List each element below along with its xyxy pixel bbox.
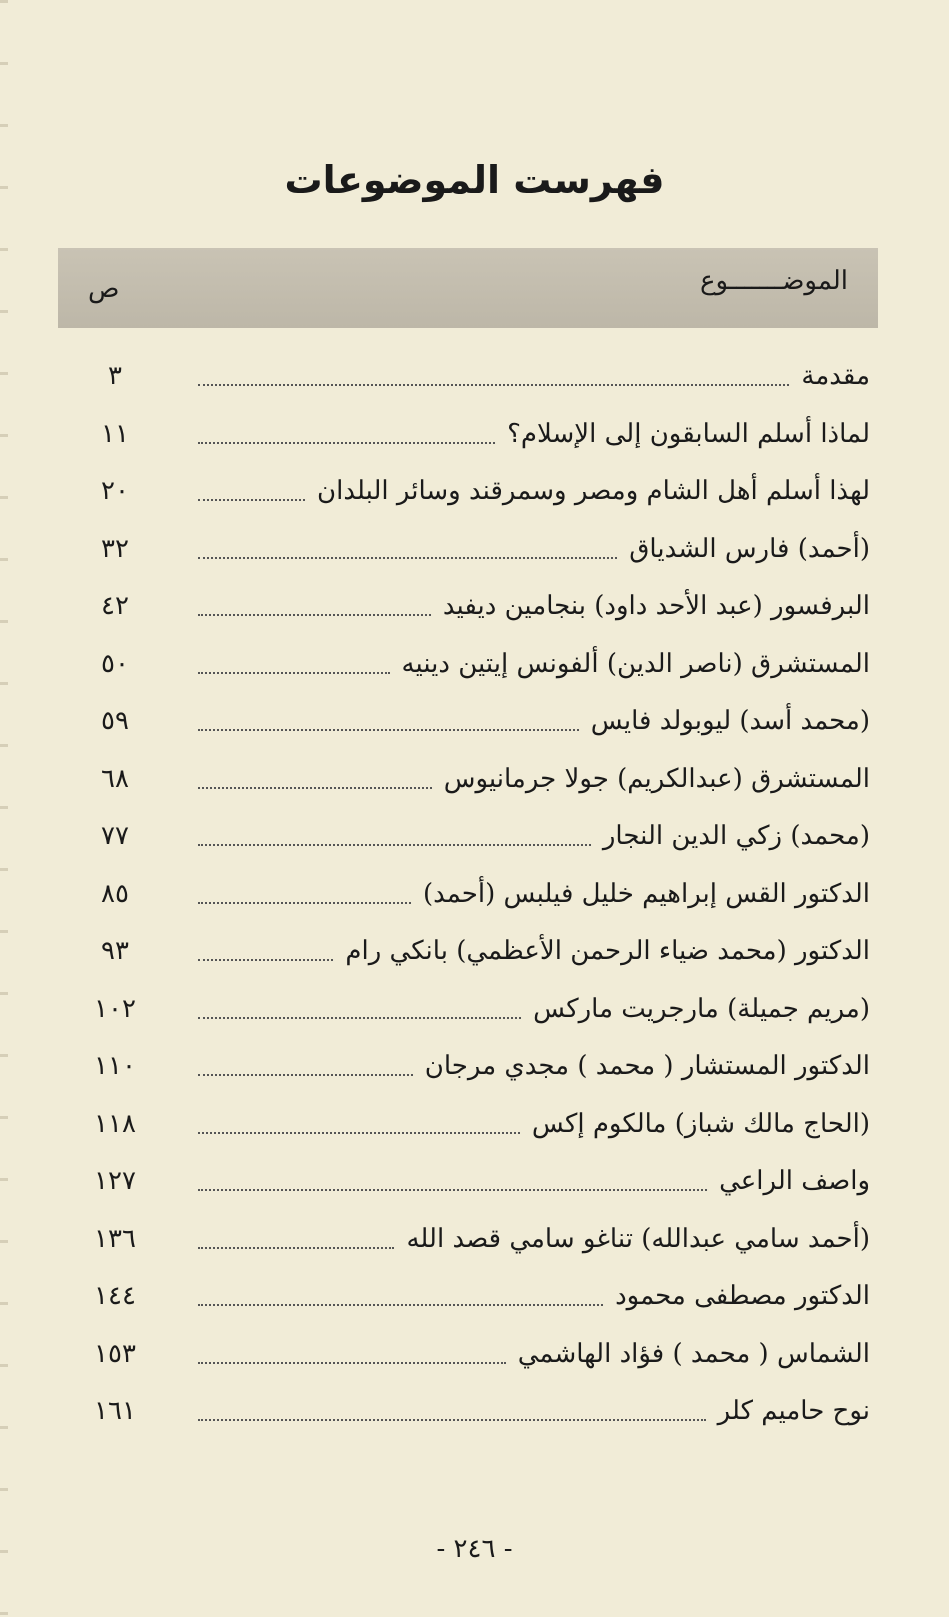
- dot-leader: [198, 1016, 521, 1019]
- toc-entry-page: ١٥٣: [94, 1338, 136, 1369]
- toc-entry-page: ١١: [101, 418, 129, 449]
- toc-entry-page: ٤٢: [101, 591, 129, 621]
- toc-entry-title: الدكتور المستشار ( محمد ) مجدي مرجان: [424, 1051, 870, 1081]
- toc-entry: [80, 638, 870, 684]
- toc-entry-title: لهذا أسلم أهل الشام ومصر وسمرقند وسائر البلدان: [317, 476, 870, 506]
- toc-entry: [80, 1040, 870, 1086]
- toc-entry: [80, 350, 870, 396]
- page-number: - ٢٤٦ -: [436, 1534, 513, 1564]
- dot-leader: [198, 441, 495, 444]
- dot-leader: [198, 958, 333, 961]
- toc-header-page: ص: [88, 274, 120, 304]
- dot-leader: [198, 1131, 520, 1134]
- toc-entry-title: البرفسور (عبد الأحد داود) بنجامين ديفيد: [442, 591, 870, 621]
- toc-entry: [80, 408, 870, 454]
- toc-entry: [80, 465, 870, 511]
- toc-entry-page: ٥٩: [101, 706, 129, 736]
- dot-leader: [198, 728, 579, 731]
- toc-entry: [80, 1385, 870, 1431]
- toc-entry-title: الشماس ( محمد ) فؤاد الهاشمي: [517, 1338, 870, 1369]
- toc-entry-page: ١١٠: [94, 1051, 136, 1081]
- toc-entry: [80, 523, 870, 569]
- toc-header-topic: الموضـــــــوع: [700, 266, 848, 296]
- dot-leader: [198, 1361, 506, 1364]
- toc-entry-title: مقدمة: [801, 361, 870, 391]
- toc-entry-page: ٣٢: [101, 533, 129, 564]
- toc-entry-page: ١٣٦: [94, 1223, 136, 1254]
- toc-entry-page: ٣: [108, 361, 122, 391]
- dot-leader: [198, 1073, 413, 1076]
- toc-entry-title: المستشرق (ناصر الدين) ألفونس إيتين دينيه: [401, 648, 870, 679]
- toc-entry-page: ٦٨: [101, 763, 129, 794]
- dot-leader: [198, 901, 411, 904]
- toc-entry-title: (محمد) زكي الدين النجار: [602, 821, 870, 851]
- toc-entry: [80, 1328, 870, 1374]
- toc-entry-page: ١٤٤: [94, 1281, 136, 1311]
- toc-entry: [80, 580, 870, 626]
- page-title: فهرست الموضوعات: [284, 158, 665, 202]
- toc-entry: [80, 983, 870, 1029]
- toc-entry: [80, 1098, 870, 1144]
- dot-leader: [198, 498, 305, 501]
- toc-entry-title: المستشرق (عبدالكريم) جولا جرمانيوس: [443, 763, 870, 794]
- toc-entry: [80, 810, 870, 856]
- toc-entry-title: واصف الراعي: [719, 1166, 870, 1196]
- toc-entry: [80, 695, 870, 741]
- dot-leader: [198, 1418, 706, 1421]
- dot-leader: [198, 556, 617, 559]
- toc-entry-title: (مريم جميلة) مارجريت ماركس: [533, 993, 870, 1024]
- toc-entry-page: ١١٨: [94, 1108, 136, 1139]
- toc-entry-title: (أحمد) فارس الشدياق: [629, 533, 870, 564]
- toc-entry-page: ٨٥: [101, 878, 129, 909]
- dot-leader: [198, 843, 591, 846]
- toc-entry-title: الدكتور (محمد ضياء الرحمن الأعظمي) بانكي رام: [345, 936, 870, 966]
- toc-entry-title: (أحمد سامي عبدالله) تناغو سامي قصد الله: [406, 1223, 870, 1254]
- toc-entry: [80, 1270, 870, 1316]
- toc-entry: [80, 925, 870, 971]
- toc-entry-page: ١٦١: [94, 1396, 136, 1426]
- toc-entry-page: ١٢٧: [94, 1166, 136, 1196]
- toc-entry-title: نوح حاميم كلر: [717, 1396, 870, 1426]
- dot-leader: [198, 613, 431, 616]
- toc-entry-title: الدكتور مصطفى محمود: [615, 1281, 870, 1311]
- toc-entry: [80, 753, 870, 799]
- dot-leader: [198, 1246, 394, 1249]
- toc-entry-page: ١٠٢: [94, 993, 136, 1024]
- dot-leader: [198, 786, 432, 789]
- toc-entry-page: ٩٣: [101, 936, 129, 966]
- toc-entry-page: ٧٧: [101, 821, 129, 851]
- toc-entry-title: لماذا أسلم السابقون إلى الإسلام؟: [507, 418, 870, 449]
- toc-entry-page: ٢٠: [101, 476, 129, 506]
- dot-leader: [198, 1188, 707, 1191]
- toc-entry: [80, 1155, 870, 1201]
- dot-leader: [198, 671, 390, 674]
- toc-entry-page: ٥٠: [101, 648, 129, 679]
- toc-entry-title: (محمد أسد) ليوبولد فايس: [590, 706, 870, 736]
- toc-entry: [80, 868, 870, 914]
- dot-leader: [198, 383, 789, 386]
- dot-leader: [198, 1303, 603, 1306]
- toc-entry-title: (الحاج مالك شباز) مالكوم إكس: [531, 1108, 870, 1139]
- toc-entry-title: الدكتور القس إبراهيم خليل فيلبس (أحمد): [422, 878, 870, 909]
- toc-entry: [80, 1213, 870, 1259]
